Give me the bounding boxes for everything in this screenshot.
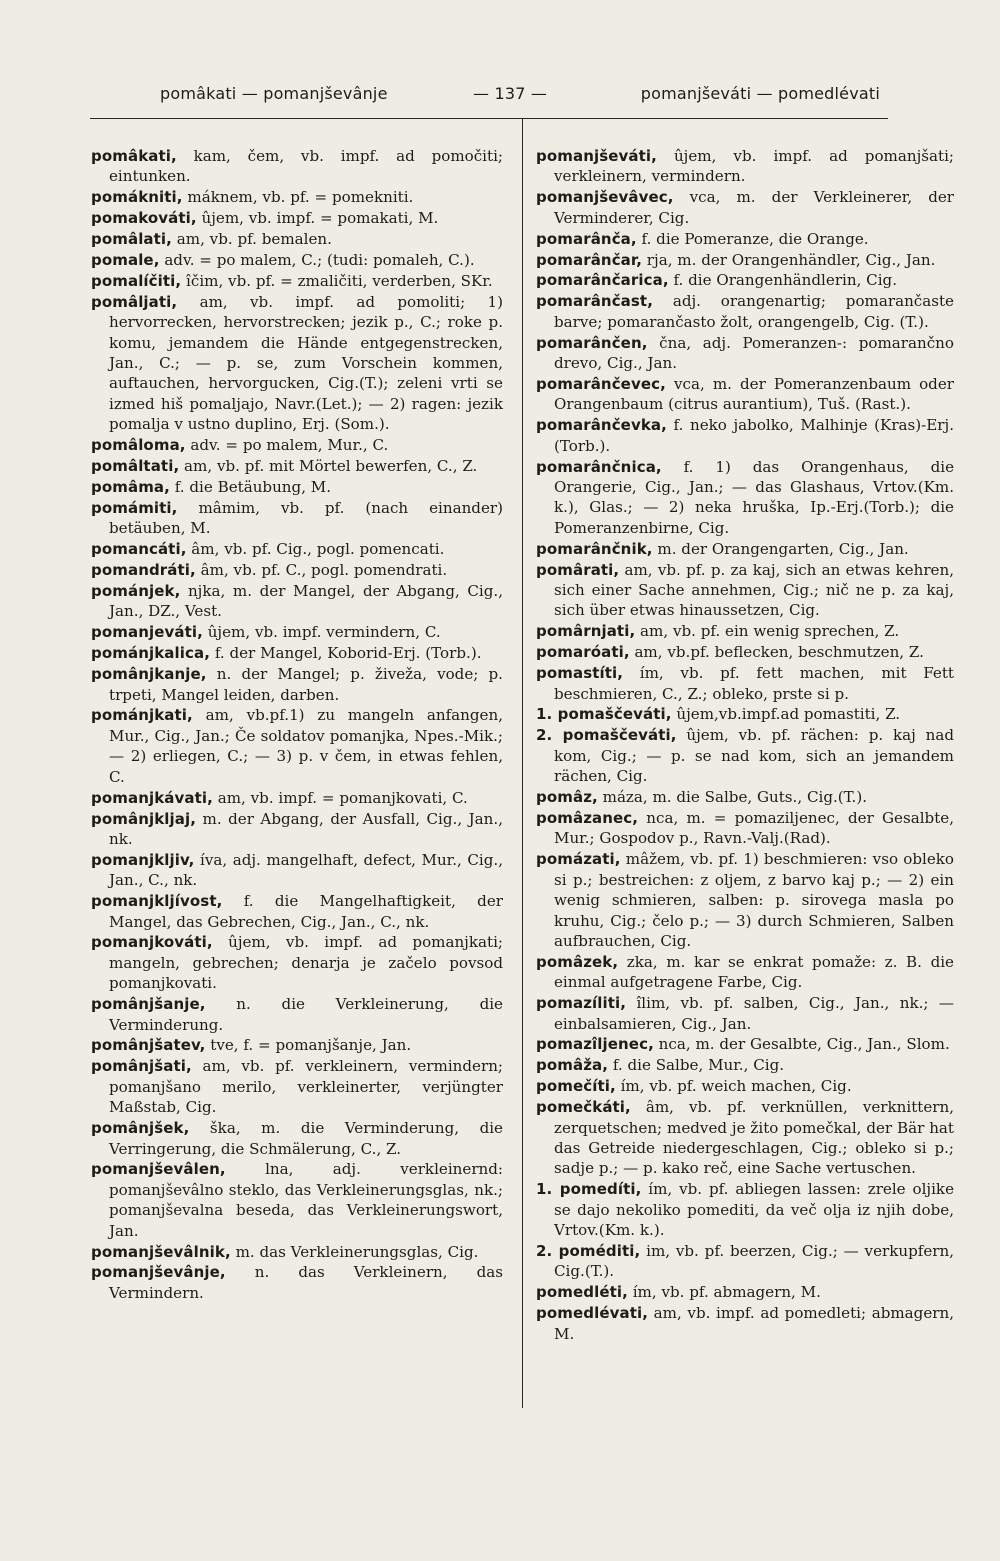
dictionary-entry (536, 457, 954, 539)
dictionary-entry (91, 435, 503, 455)
entry-definition: zka, m. kar se enkrat pomaže: z. B. die einmal aufgetragene Farbe, Cig. (554, 952, 954, 992)
dictionary-entry (536, 187, 954, 228)
entry-definition: âm, vb. pf. C., pogl. pomendrati. (195, 561, 448, 580)
entry-headword: pomaróati, (536, 643, 630, 662)
entry-definition: n. die Verkleinerung, die Verminderung. (109, 995, 503, 1034)
entry-definition: njka, m. der Mangel, der Abgang, Cig., Jan., DZ., Vest. (109, 582, 503, 621)
entry-definition: ška, m. die Verminderung, die Verringerung, die Schmälerung, C., Z. (109, 1119, 503, 1158)
dictionary-entry (536, 849, 954, 951)
entry-definition: f. die Orangenhändlerin, Cig. (668, 271, 898, 290)
entry-definition: f. 1) das Orangenhaus, die Orangerie, Cig., Jan.; — das Glashaus, Vrtov.(Km. k.), Glas.; — 2) neka hruška, Ip.-Erj.(Torb.); die Pomeranzenbirne, Cig. (554, 457, 954, 537)
entry-definition: ím, vb. pf. weich machen, Cig. (615, 1077, 852, 1096)
dictionary-entry (91, 477, 503, 497)
entry-definition: adv. = po malem, Mur., C. (185, 436, 389, 455)
dictionary-entry (91, 664, 503, 705)
entry-definition: máknem, vb. pf. = pomekniti. (182, 188, 414, 207)
dictionary-entry (536, 291, 954, 332)
dictionary-entry (91, 1056, 503, 1117)
entry-definition: m. der Orangengarten, Cig., Jan. (652, 539, 909, 558)
entry-definition: am, vb. pf. p. za kaj, sich an etwas kehren, sich einer Sache annehmen, Cig.; nič ne p. za kaj, sich über etwas hinaussetzen, Cig. (554, 560, 954, 620)
entry-headword: pomâzek, (536, 952, 619, 971)
entry-headword: pomarânčast, (536, 292, 654, 311)
dictionary-entry (536, 333, 954, 374)
dictionary-entry (536, 952, 954, 993)
dictionary-entry (91, 560, 503, 580)
entry-headword: pomámiti, (91, 498, 178, 517)
entry-definition: kam, čem, vb. impf. ad pomočiti; eintunken. (109, 147, 503, 186)
right-column (536, 146, 954, 1345)
dictionary-entry (536, 1055, 954, 1075)
dictionary-entry (536, 146, 954, 187)
entry-definition: am, vb. pf. bemalen. (171, 230, 332, 249)
entry-headword: pomanjkováti, (91, 933, 213, 952)
entry-definition: n. der Mangel; p. živeža, vode; p. trpeti, Mangel leiden, darben. (109, 665, 503, 704)
entry-headword: pomanjševáti, (536, 147, 657, 165)
dictionary-entry (91, 456, 503, 476)
entry-headword: pomarânča, (536, 229, 637, 248)
dictionary-entry (536, 787, 954, 807)
dictionary-entry (536, 725, 954, 786)
entry-headword: pomânjšati, (91, 1057, 192, 1076)
dictionary-entry (536, 1076, 954, 1096)
entry-definition: íva, adj. mangelhaft, defect, Mur., Cig., Jan., C., nk. (109, 850, 503, 890)
entry-definition: ím, vb. pf. abmagern, M. (627, 1283, 821, 1302)
dictionary-entry (91, 1242, 503, 1262)
dictionary-entry (536, 1179, 954, 1240)
entry-headword: pomanjševâlnik, (91, 1242, 231, 1261)
entry-headword: pomâzanec, (536, 809, 639, 827)
entry-definition: âm, vb. pf. verknüllen, verknittern, zerquetschen; medved je žito pomečkal, der Bär hat das Getreide niedergeschlagen, Cig.; obleko si p.; sadje p.; — p. kako reč, eine Sache vertuschen. (554, 1098, 954, 1178)
entry-headword: pomâlati, (91, 230, 172, 249)
entry-definition: am, vb.pf. beflecken, beschmutzen, Z. (629, 643, 924, 662)
dictionary-entry (91, 1159, 503, 1241)
entry-headword: pomârati, (536, 560, 620, 579)
entry-definition: čna, adj. Pomeranzen-: pomarančno drevo, Cig., Jan. (554, 333, 954, 373)
entry-definition: f. die Salbe, Mur., Cig. (608, 1056, 785, 1075)
entry-headword: pomákniti, (91, 188, 183, 207)
left-column (91, 146, 503, 1304)
page-number: — 137 — (473, 84, 548, 103)
entry-headword: pomâma, (91, 478, 170, 496)
dictionary-entry (91, 581, 503, 622)
entry-definition: am, vb.pf.1) zu mangeln anfangen, Mur., Cig., Jan.; Če soldatov pomanjka, Npes.-Mik.; — 2) erliegen, C.; — 3) p. v čem, in etwas fehlen, C. (109, 706, 503, 786)
entry-definition: mâžem, vb. pf. 1) beschmieren: vso obleko si p.; bestreichen: z oljem, z barvo kaj p.; — 2) ein wenig schmieren, salben: p. sirovega masla po kruhu, Cig.; čelo p.; — 3) durch Schmieren, Salben aufbrauchen, Cig. (554, 850, 954, 950)
entry-headword: pomedléti, (536, 1283, 628, 1302)
entry-definition: vca, m. der Pomeranzenbaum oder Orangenbaum (citrus aurantium), Tuš. (Rast.). (554, 374, 954, 414)
entry-headword: pománjkati, (91, 706, 193, 725)
dictionary-entry (536, 1282, 954, 1302)
entry-definition: f. die Mangelhaftigkeit, der Mangel, das Gebrechen, Cig., Jan., C., nk. (109, 892, 503, 931)
entry-headword: pomandráti, (91, 561, 196, 580)
entry-definition: nca, m. = pomaziljenec, der Gesalbte, Mur.; Gospodov p., Ravn.-Valj.(Rad). (554, 809, 954, 848)
entry-definition: ûjem, vb. impf. ad pomanjšati; verkleinern, vermindern. (554, 147, 954, 186)
dictionary-entry (91, 229, 503, 249)
entry-headword: pomarânčevka, (536, 416, 667, 435)
dictionary-entry (536, 621, 954, 641)
dictionary-entry (91, 1035, 503, 1055)
entry-headword: pomâz, (536, 788, 598, 807)
entry-definition: ûjem, vb. pf. rächen: p. kaj nad kom, Cig.; — p. se nad kom, sich an jemandem rächen, Cig. (554, 726, 954, 786)
entry-headword: pomanjkljiv, (91, 850, 195, 869)
entry-definition: ím, vb. pf. abliegen lassen: zrele oljike se dajo nekoliko pomediti, da več olja iz njih dobe, Vrtov.(Km. k.). (554, 1180, 955, 1240)
column-divider (522, 118, 523, 1408)
dictionary-entry (536, 642, 954, 662)
running-head (160, 84, 880, 114)
entry-definition: ûjem,vb.impf.ad pomastiti, Z. (671, 705, 901, 724)
dictionary-entry (91, 208, 503, 228)
entry-headword: pomarânčar, (536, 250, 642, 269)
entry-headword: pomânjkljaj, (91, 809, 197, 828)
dictionary-entry (91, 498, 503, 539)
entry-headword: pomazîljenec, (536, 1035, 654, 1054)
dictionary-entry (91, 643, 503, 663)
dictionary-entry (536, 560, 954, 621)
entry-headword: pomânjšanje, (91, 995, 206, 1014)
entry-definition: rja, m. der Orangenhändler, Cig., Jan. (642, 250, 936, 269)
dictionary-entry (536, 663, 954, 704)
dictionary-entry (536, 1097, 954, 1179)
entry-headword: pomânjšek, (91, 1119, 190, 1138)
entry-headword: pomâža, (536, 1056, 609, 1075)
dictionary-entry (536, 539, 954, 559)
entry-definition: adj. orangenartig; pomarančaste barve; pomarančasto žolt, orangengelb, Cig. (T.). (554, 292, 954, 331)
entry-definition: am, vb. pf. mit Mörtel bewerfen, C., Z. (179, 457, 478, 476)
dictionary-entry (536, 270, 954, 290)
header-rule (90, 118, 888, 119)
entry-definition: f. die Pomeranze, die Orange. (636, 229, 869, 248)
entry-headword: pomazíliti, (536, 994, 627, 1013)
entry-headword: pomarânčnik, (536, 539, 653, 558)
entry-definition: âm, vb. pf. Cig., pogl. pomencati. (186, 540, 445, 559)
entry-headword: pománjek, (91, 582, 181, 601)
entry-headword: pomalíčiti, (91, 271, 182, 290)
entry-headword: pomanjkávati, (91, 788, 213, 807)
entry-definition: am, vb. impf. = pomanjkovati, C. (212, 788, 468, 807)
entry-definition: ím, vb. pf. fett machen, mit Fett beschmieren, C., Z.; obleko, prste si p. (554, 664, 954, 703)
dictionary-entry (91, 788, 503, 808)
entry-definition: n. das Verkleinern, das Vermindern. (109, 1263, 503, 1302)
dictionary-entry (91, 292, 503, 435)
entry-headword: pomedlévati, (536, 1304, 649, 1323)
entry-headword: pománjkalica, (91, 644, 211, 663)
entry-definition: m. der Abgang, der Ausfall, Cig., Jan., nk. (109, 809, 503, 848)
entry-definition: îlim, vb. pf. salben, Cig., Jan., nk.; — einbalsamieren, Cig., Jan. (554, 994, 954, 1033)
dictionary-entry (91, 850, 503, 891)
entry-definition: ûjem, vb. impf. = pomakati, M. (196, 209, 439, 228)
entry-definition: im, vb. pf. beerzen, Cig.; — verkupfern, Cig.(T.). (554, 1242, 955, 1281)
entry-definition: f. die Betäubung, M. (169, 478, 332, 496)
entry-definition: m. das Verkleinerungsglas, Cig. (230, 1242, 479, 1261)
entry-headword: pomanjeváti, (91, 623, 203, 642)
dictionary-entry (91, 539, 503, 559)
dictionary-entry (536, 229, 954, 249)
entry-definition: tve, f. = pomanjšanje, Jan. (205, 1036, 412, 1055)
entry-headword: 2. pomaščeváti, (536, 726, 677, 745)
entry-headword: pomakováti, (91, 209, 197, 228)
dictionary-entry (91, 1262, 503, 1303)
entry-definition: f. der Mangel, Koborid-Erj. (Torb.). (210, 644, 482, 663)
dictionary-entry (91, 622, 503, 642)
entry-headword: 2. poméditi, (536, 1242, 641, 1261)
entry-definition: adv. = po malem, C.; (tudi: pomaleh, C.). (159, 251, 475, 270)
entry-headword: 1. pomedíti, (536, 1180, 642, 1199)
entry-headword: pomečíti, (536, 1077, 616, 1096)
entry-headword: pomanjševâvec, (536, 188, 674, 207)
entry-headword: pomânjšatev, (91, 1036, 206, 1055)
running-head-right: pomanjševáti — pomedlévati (640, 84, 880, 103)
dictionary-entry (536, 374, 954, 415)
entry-definition: nca, m. der Gesalbte, Cig., Jan., Slom. (653, 1035, 950, 1054)
entry-definition: mâmim, vb. pf. (nach einander) betäuben, M. (109, 498, 503, 538)
entry-headword: pomečkáti, (536, 1098, 631, 1117)
entry-headword: pomale, (91, 251, 160, 270)
dictionary-entry (536, 993, 954, 1034)
entry-definition: lna, adj. verkleinernd: pomanjševâlno steklo, das Verkleinerungsglas, nk.; pomanjševalna beseda, das Verkleinerungswort, Jan. (109, 1160, 503, 1240)
dictionary-entry (91, 891, 503, 932)
entry-definition: am, vb. impf. ad pomedleti; abmagern, M. (554, 1304, 954, 1343)
entry-headword: pomanjševâlen, (91, 1160, 226, 1179)
dictionary-entry (536, 1034, 954, 1054)
dictionary-entry (91, 250, 503, 270)
dictionary-entry (91, 705, 503, 787)
dictionary-entry (91, 271, 503, 291)
entry-headword: pomarânčen, (536, 333, 648, 352)
dictionary-entry (91, 1118, 503, 1159)
dictionary-entry (536, 1241, 954, 1282)
dictionary-entry (91, 994, 503, 1035)
dictionary-entry (91, 932, 503, 993)
entry-headword: pomâloma, (91, 436, 186, 455)
dictionary-entry (536, 1303, 954, 1344)
running-head-left: pomâkati — pomanjševânje (160, 84, 388, 103)
entry-definition: máza, m. die Salbe, Guts., Cig.(T.). (597, 788, 868, 807)
entry-headword: pomastíti, (536, 664, 624, 683)
entry-headword: pomarânčarica, (536, 271, 669, 290)
entry-definition: am, vb. pf. verkleinern, vermindern; pomanjšano merilo, verkleinerter, verjüngter Maßstab, Cig. (109, 1057, 503, 1117)
entry-definition: vca, m. der Verkleinerer, der Verminderer, Cig. (554, 188, 954, 227)
entry-definition: am, vb. impf. ad pomoliti; 1) hervorrecken, hervorstrecken; jezik p., C.; roke p. komu, jemandem die Hände entgegenstrecken, Jan., C.; — p. se, zum Vorschein kommen, auftauchen, hervorgucken, Cig.(T.); zeleni vrti se izmed hiš pomaljajo, Navr.(Let.); — 2) ragen: jezik pomalja v ustno duplino, Erj. (Som.). (109, 292, 503, 434)
entry-headword: pomarânčevec, (536, 374, 666, 393)
dictionary-entry (536, 415, 954, 456)
entry-definition: f. neko jabolko, Malhinje (Kras)-Erj.(Torb.). (554, 416, 954, 455)
entry-headword: pomanjkljívost, (91, 892, 223, 911)
entry-headword: pomâltati, (91, 457, 180, 476)
entry-headword: 1. pomaščeváti, (536, 705, 672, 724)
dictionary-entry (536, 250, 954, 270)
entry-headword: pomázati, (536, 850, 621, 869)
entry-headword: pomanjševânje, (91, 1263, 226, 1282)
entry-definition: îčim, vb. pf. = zmaličiti, verderben, SKr. (181, 271, 493, 290)
entry-headword: pomâljati, (91, 292, 178, 311)
entry-headword: pomancáti, (91, 540, 187, 559)
entry-headword: pomânjkanje, (91, 665, 207, 684)
dictionary-entry (536, 808, 954, 849)
dictionary-entry (91, 187, 503, 207)
entry-definition: am, vb. pf. ein wenig sprechen, Z. (635, 622, 900, 641)
entry-headword: pomâkati, (91, 147, 177, 165)
dictionary-entry (91, 809, 503, 850)
entry-definition: ûjem, vb. impf. vermindern, C. (202, 623, 441, 642)
dictionary-entry (91, 146, 503, 187)
entry-headword: pomarânčnica, (536, 457, 662, 476)
entry-headword: pomârnjati, (536, 622, 636, 641)
entry-definition: ûjem, vb. impf. ad pomanjkati; mangeln, gebrechen; denarja je začelo povsod pomanjkovati. (109, 933, 503, 993)
dictionary-entry (536, 704, 954, 724)
